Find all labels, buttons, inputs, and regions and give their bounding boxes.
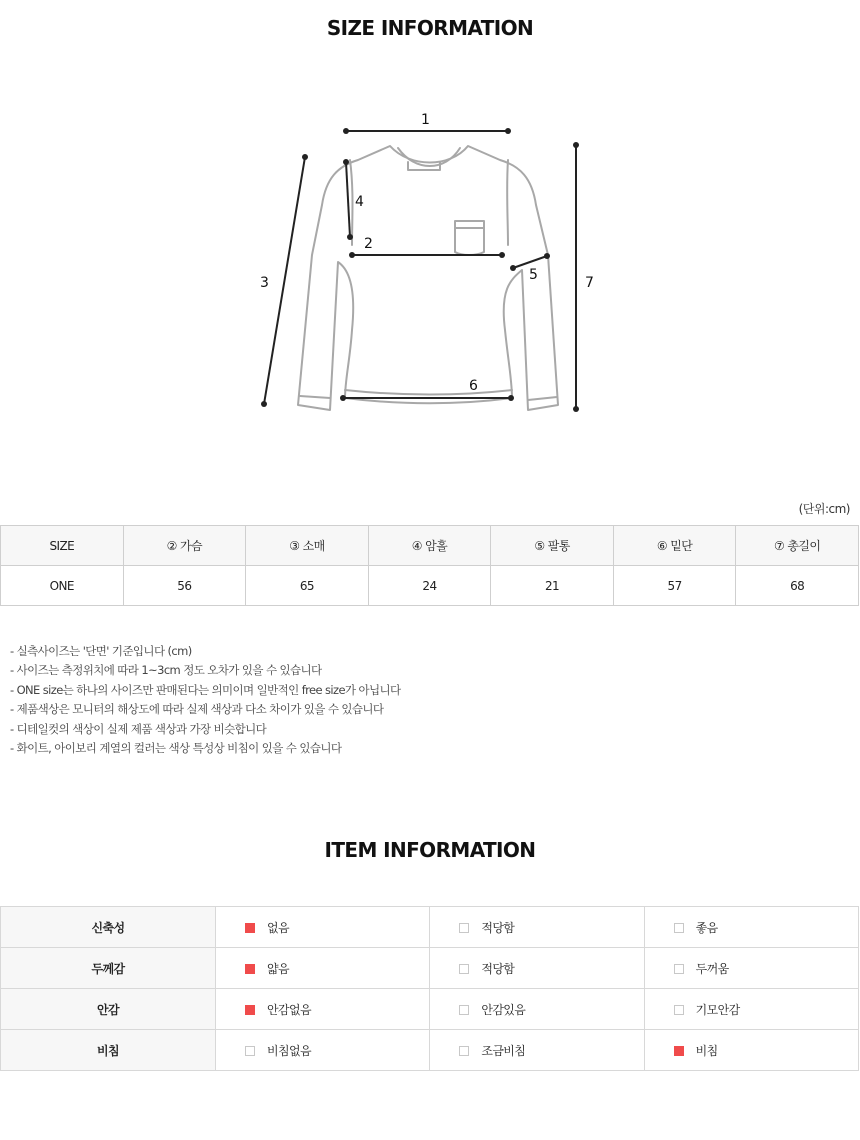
checkbox-icon (459, 1005, 469, 1015)
item-option-text: 얇음 (267, 961, 289, 976)
size-header-cell: ② 가슴 (123, 526, 246, 566)
size-header-cell: ⑥ 밑단 (613, 526, 736, 566)
item-option-text: 적당함 (481, 961, 515, 976)
size-header-cell: ④ 암홀 (368, 526, 491, 566)
dimension-label-2: 2 (364, 236, 373, 252)
size-header-cell: ③ 소매 (246, 526, 369, 566)
item-label: 신축성 (1, 907, 216, 948)
item-row-stretch (1, 907, 859, 948)
item-option (644, 907, 858, 948)
item-option-text: 비침없음 (267, 1043, 311, 1058)
checkbox-icon (245, 1005, 255, 1015)
checkbox-icon (459, 923, 469, 933)
item-option (430, 948, 644, 989)
note-line: - ONE size는 하나의 사이즈만 판매된다는 의미이며 일반적인 free size가 아닙니다 (10, 682, 401, 697)
size-value-cell: ONE (1, 566, 124, 606)
item-option (644, 1030, 858, 1071)
dimension-label-6: 6 (469, 378, 478, 394)
size-value-cell: 57 (613, 566, 736, 606)
item-option (216, 907, 430, 948)
item-option-text: 안감없음 (267, 1002, 311, 1017)
size-value-cell: 21 (491, 566, 614, 606)
checkbox-icon (245, 1046, 255, 1056)
dimension-label-4: 4 (355, 194, 364, 210)
size-value-cell: 68 (736, 566, 859, 606)
item-option-text: 비침 (695, 1043, 718, 1058)
note-line: - 실측사이즈는 '단면' 기준입니다 (cm) (10, 644, 192, 658)
checkbox-icon (674, 1005, 684, 1015)
item-option-text: 없음 (267, 920, 289, 935)
size-table (0, 525, 859, 606)
item-option (430, 907, 644, 948)
item-option (644, 989, 858, 1030)
note-line: - 사이즈는 측정위치에 따라 1~3cm 정도 오차가 있을 수 있습니다 (10, 663, 322, 678)
checkbox-icon (674, 1046, 684, 1056)
item-option-text: 안감있음 (481, 1002, 526, 1017)
dimension-label-3: 3 (260, 275, 269, 291)
item-option-text: 조금비침 (481, 1043, 526, 1058)
item-option (216, 1030, 430, 1071)
checkbox-icon (459, 964, 469, 974)
garment-size-diagram (0, 95, 860, 425)
size-table-header-row (1, 526, 859, 566)
item-row-lining (1, 989, 859, 1030)
dimension-label-5: 5 (529, 267, 538, 283)
size-value-cell: 65 (246, 566, 369, 606)
checkbox-icon (674, 923, 684, 933)
item-option-text: 두꺼움 (695, 961, 729, 976)
dimension-label-7: 7 (585, 275, 594, 291)
note-line: - 제품색상은 모니터의 해상도에 따라 실제 색상과 다소 차이가 있을 수 있습니다 (10, 702, 384, 717)
item-option (216, 948, 430, 989)
item-label: 두께감 (1, 948, 216, 989)
note-line: - 디테일컷의 색상이 실제 제품 색상과 가장 비슷합니다 (10, 721, 267, 736)
size-header-cell: SIZE (1, 526, 124, 566)
item-information-table (0, 906, 859, 1071)
item-option-text: 적당함 (481, 920, 515, 935)
size-header-cell: ⑦ 총길이 (736, 526, 859, 566)
item-option-text: 기모안감 (695, 1002, 740, 1017)
item-row-thickness (1, 948, 859, 989)
checkbox-icon (245, 923, 255, 933)
item-label: 비침 (1, 1030, 216, 1071)
size-notes (10, 642, 401, 758)
item-row-sheerness (1, 1030, 859, 1071)
item-option (430, 989, 644, 1030)
item-label: 안감 (1, 989, 216, 1030)
checkbox-icon (245, 964, 255, 974)
checkbox-icon (459, 1046, 469, 1056)
size-header-cell: ⑤ 팔통 (491, 526, 614, 566)
unit-note: (단위:cm) (798, 502, 850, 516)
size-value-cell: 24 (368, 566, 491, 606)
tshirt-outline (298, 146, 558, 410)
item-option (644, 948, 858, 989)
checkbox-icon (674, 964, 684, 974)
size-value-cell: 56 (123, 566, 246, 606)
item-option (430, 1030, 644, 1071)
dimension-label-1: 1 (421, 112, 430, 128)
size-table-row (1, 566, 859, 606)
item-information-title: ITEM INFORMATION (324, 838, 536, 862)
size-information-title: SIZE INFORMATION (326, 16, 534, 40)
item-option-text: 좋음 (695, 920, 718, 935)
item-option (216, 989, 430, 1030)
note-line: - 화이트, 아이보리 계열의 컬러는 색상 특성상 비침이 있을 수 있습니다 (10, 741, 342, 756)
